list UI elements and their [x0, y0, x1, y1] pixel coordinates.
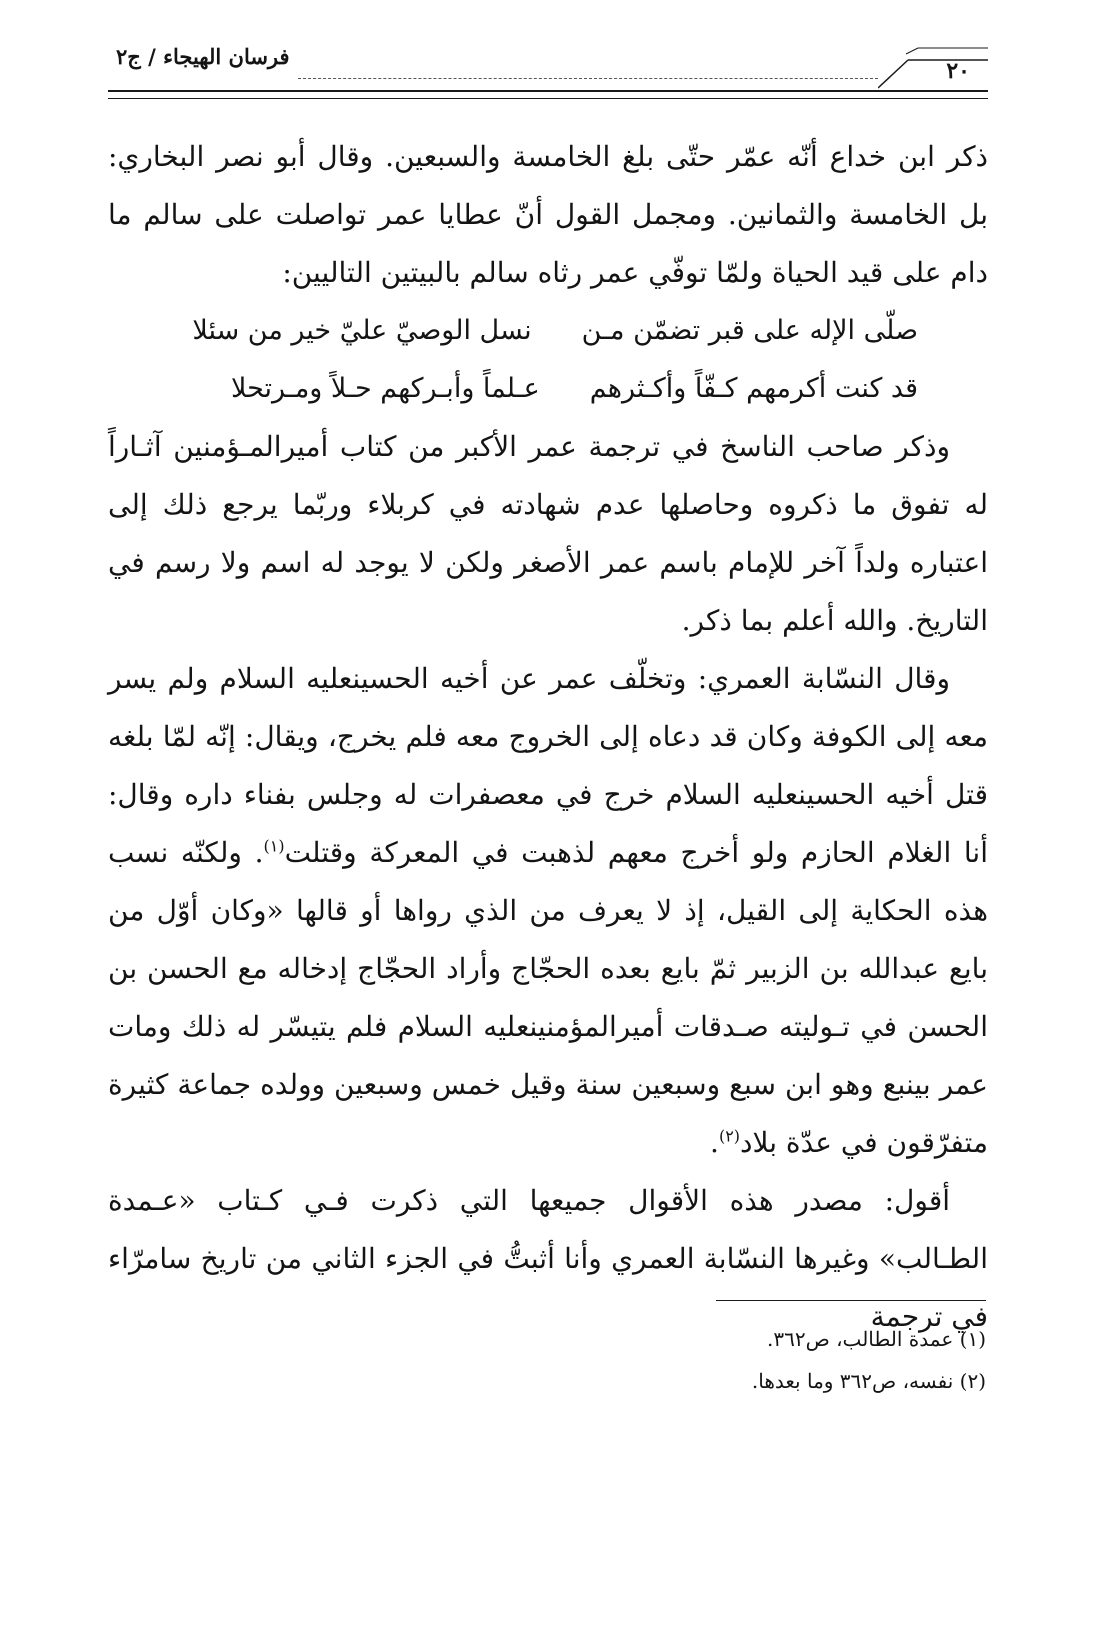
main-text: [108, 128, 988, 1346]
footnote-1: (١) عمدة الطالب، ص٣٦٢.: [766, 1327, 986, 1351]
paragraph-2: وذكر صاحب الناسخ في ترجمة عمر الأكبر من كتاب أميرالمـؤمنين آثـاراً له تفوق ما ذكروه وحاصلها عدم شهادته في كربلاء وربّما يرجع ذلك إلى اعتباره ولداً آخر للإمام باسم عمر الأصغر ولكن لا يوجد له اسم ولا رسم في التاريخ. والله أعلم بما ذكر.: [108, 430, 988, 637]
verse-1-second-hemistich: نسل الوصيّ عليّ خير من سئلا: [192, 315, 532, 346]
footnote-2: (٢) نفسه، ص٣٦٢ وما بعدها.: [751, 1369, 986, 1393]
footnote-separator: [716, 1300, 986, 1301]
page-number: ٢٠: [946, 58, 970, 84]
verse-line-2: [108, 360, 988, 418]
header-rule: [108, 90, 988, 99]
footnotes: [106, 1318, 986, 1402]
verse-1-first-hemistich: صلّى الإله على قبر تضمّن مـن: [581, 315, 918, 346]
header-dashed-line: [298, 78, 878, 79]
footnote-ref-1[interactable]: (١): [263, 836, 285, 856]
header-ornament-icon: [878, 40, 988, 90]
paragraph-3: [108, 650, 988, 1172]
paragraph-1: ذكر ابن خداع أنّه عمّر حتّى بلغ الخامسة والسبعين. وقال أبو نصر البخاري: بل الخامسة والثمانين. ومجمل القول أنّ عطايا عمر تواصلت على سالم ما دام على قيد الحياة ولمّا توفّي عمر رثاه سالم بالبيتين التاليين:: [108, 140, 988, 289]
paragraph-4: أقول: مصدر هذه الأقوال جميعها التي ذكرت فـي كـتاب «عـمدة الطـالب» وغيرها النسّابة العمري وأنا أثبتُّ في الجزء الثاني من تاريخ سامرّاء في ترجمة: [108, 1184, 988, 1333]
paragraph-3-part-b: . ولكنّه نسب هذه الحكاية إلى القيل، إذ لا يعرف من الذي رواها أو قالها «وكان أوّل من بايع عبدالله بن الزبير ثمّ بايع بعده الحجّاج وأراد الحجّاج إدخاله مع الحسن بن الحسن في تـوليته صـدقات أميرالمؤمنينعليه السلام فلم يتيسّر له ذلك ومات عمر بينبع وهو ابن سبع وسبعين سنة وقيل خمس وسبعين وولده جماعة كثيرة متفرّقون في عدّة بلاد: [108, 836, 988, 1159]
paragraph-3-part-c: .: [710, 1126, 719, 1159]
footnote-ref-2[interactable]: (٢): [718, 1126, 741, 1146]
verse-line-1: [108, 302, 988, 360]
page-header: [108, 30, 988, 102]
running-title: فرسان الهيجاء / ج٢: [116, 44, 290, 69]
paragraph-3-part-a: وقال النسّابة العمري: وتخلّف عمر عن أخيه الحسينعليه السلام ولم يسر معه إلى الكوفة وكان قد دعاه إلى الخروج معه فلم يخرج، ويقال: إنّه لمّا بلغه قتل أخيه الحسينعليه السلام خرج في معصفرات له وجلس بفناء داره وقال: أنا الغلام الحازم ولو أخرج معهم لذهبت في المعركة وقتلت: [108, 662, 989, 869]
verse-2-first-hemistich: قد كنت أكرمهم كـفّاً وأكـثرهم: [589, 373, 918, 404]
verse-2-second-hemistich: عـلماً وأبـركهم حـلاً ومـرتحلا: [230, 373, 540, 404]
